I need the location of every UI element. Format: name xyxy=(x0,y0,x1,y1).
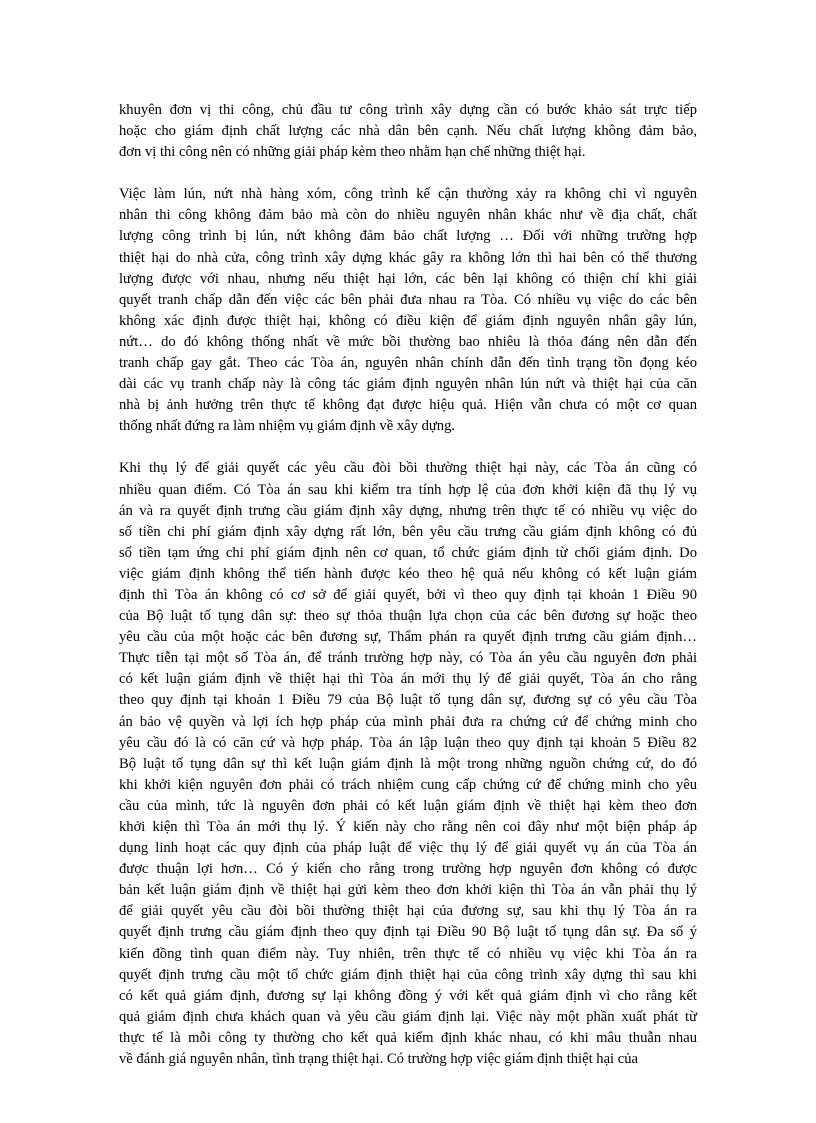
text-line: thực tế là mỗi công ty thường cho kết quả kiểm định khác nhau, có khi mâu thuẫn nhau xyxy=(119,1029,697,1046)
text-line: khuyên đơn vị thi công, chủ đầu tư công trình xây dựng cần có bước khảo sát trực tiếp xyxy=(119,102,697,118)
paragraph xyxy=(119,184,697,437)
text-line: Thực tiễn tại một số Tòa án, để tránh trường hợp này, có Tòa án yêu cầu nguyên đơn phải xyxy=(119,650,697,667)
text-line: án và ra quyết định trưng cầu giám định xây dựng, nhưng trên thực tế có nhiều vụ việc do xyxy=(119,502,697,519)
text-line: về đánh giá nguyên nhân, tình trạng thiệt hại. Có trường hợp việc giám định thiệt hại của xyxy=(119,1051,639,1068)
text-line: hoặc cho giám định chất lượng các nhà dân bên cạnh. Nếu chất lượng không đảm bảo, xyxy=(119,123,697,140)
document-body xyxy=(119,100,697,1091)
text-line: Việc làm lún, nứt nhà hàng xóm, công trình kế cận thường xảy ra không chỉ vì nguyên xyxy=(119,186,697,203)
paragraph xyxy=(119,458,697,1070)
text-line: tranh chấp gay gắt. Theo các Tòa án, nguyên nhân chính dẫn đến tình trạng tồn đọng kéo xyxy=(119,355,697,372)
text-line: nhiều quan điểm. Có Tòa án sau khi kiểm tra tính hợp lệ của đơn khởi kiện đã thụ lý vụ xyxy=(119,481,697,498)
text-line: lượng công trình bị lún, nứt không đảm bảo chất lượng … Đối với những trường hợp xyxy=(119,228,697,245)
text-line: quyết định trưng cầu giám định theo quy định tại Điều 90 Bộ luật tố tụng dân sự. Đa số ý xyxy=(119,924,697,941)
text-line: bản kết luận giám định về thiệt hại gửi kèm theo đơn khởi kiện thì Tòa án vẫn phải thụ lý xyxy=(119,882,697,899)
text-line: lượng được với nhau, nhưng nếu thiệt hại lớn, các bên lại không có thiện chí khi giải xyxy=(119,270,697,287)
text-line: để giải quyết yêu cầu đòi bồi thường thiệt hại của đương sự, sau khi thụ lý Tòa án ra xyxy=(119,903,697,920)
text-line: yêu cầu của một hoặc các bên đương sự, Thẩm phán ra quyết định trưng cầu giám định… xyxy=(119,629,697,646)
text-line: yêu cầu đó là có căn cứ và hợp pháp. Tòa án lập luận theo quy định tại khoản 5 Điều 82 xyxy=(119,734,697,751)
text-line: không xác định được thiệt hại, không có điều kiện để giám định nguyên nhân gây lún, xyxy=(119,312,697,329)
text-line: Bộ luật tố tụng dân sự thì kết luận giám định là một trong những nguồn chứng cứ, do đó xyxy=(119,755,697,772)
text-line: cầu của mình, tức là nguyên đơn phải có kết luận giám định về thiệt hại kèm theo đơn xyxy=(119,797,697,814)
text-line: khi khởi kiện nguyên đơn phải có trách nhiệm cung cấp chứng cứ để chứng minh cho yêu xyxy=(119,776,697,793)
text-line: được thuận lợi hơn… Có ý kiến cho rằng trong trường hợp nguyên đơn không có được xyxy=(119,861,697,878)
text-line: Khi thụ lý để giải quyết các yêu cầu đòi bồi thường thiệt hại này, các Tòa án cũng có xyxy=(119,460,697,477)
text-line: dụng linh hoạt các quy định của pháp luật để việc thụ lý để giải quyết vụ án của Tòa án xyxy=(119,840,697,857)
text-line: theo quy định tại khoản 1 Điều 79 của Bộ luật tố tụng dân sự, đương sự có yêu cầu Tòa xyxy=(119,692,697,709)
text-line: số tiền tạm ứng chi phí giám định nên cơ quan, tổ chức giám định từ chối giám định. Do xyxy=(119,544,697,561)
text-line: dài các vụ tranh chấp này là công tác giám định nguyên nhân lún nứt và thiệt hại của căn xyxy=(119,376,697,393)
text-line: quyết định trưng cầu một tổ chức giám định thiệt hại của công trình xây dựng thì sau khi xyxy=(119,966,697,983)
text-line: nứt… do đó không thống nhất về mức bồi thường bao nhiêu là thỏa đáng nên dẫn đến xyxy=(119,333,697,350)
text-line: quyết tranh chấp dẫn đến việc các bên phải đưa nhau ra Tòa. Có nhiều vụ việc do các bên xyxy=(119,291,697,308)
paragraph xyxy=(119,100,697,163)
text-line: có kết quả giám định, đương sự lại không đồng ý với kết quả giám định vì cho rằng kết xyxy=(119,987,697,1004)
text-line: nhân thi công không đảm bảo mà còn do nhiều nguyên nhân khác như về địa chất, chất xyxy=(119,207,697,224)
text-line: nhà bị ảnh hưởng trên thực tế không đạt được hiệu quả. Hiện vẫn chưa có một cơ quan xyxy=(119,397,697,414)
text-line: thống nhất đứng ra làm nhiệm vụ giám định về xây dựng. xyxy=(119,418,456,435)
text-line: số tiền chi phí giám định xây dựng rất lớn, bên yêu cầu trưng cầu giám định không có đủ xyxy=(119,523,697,540)
text-line: án bảo vệ quyền và lợi ích hợp pháp của mình phải đưa ra chứng cứ để chứng minh cho xyxy=(119,713,697,730)
text-line: khởi kiện thì Tòa án mới thụ lý. Ý kiến này cho rằng nên coi đây như một biện pháp áp xyxy=(119,819,697,835)
text-line: của Bộ luật tố tụng dân sự: theo sự thỏa thuận lựa chọn của các bên đương sự hoặc theo xyxy=(119,608,697,625)
text-line: thiệt hại do nhà cửa, công trình xây dựng khác gây ra không lớn thì hai bên có thể thương xyxy=(119,249,697,266)
text-line: việc giám định không thể tiến hành được kéo theo hệ quả nếu không có kết luận giám xyxy=(119,565,697,582)
text-line: có kết luận giám định về thiệt hại thì Tòa án mới thụ lý để giải quyết, Tòa án cho rằng xyxy=(119,671,697,688)
text-line: định thì Tòa án không có cơ sở để giải quyết, bởi vì theo quy định tại khoản 1 Điều 90 xyxy=(119,586,697,603)
text-line: quả giám định chưa khách quan và yêu cầu giám định lại. Việc này một phần xuất phát từ xyxy=(119,1008,697,1025)
text-line: kiến đồng tình quan điểm này. Tuy nhiên, trên thực tế có nhiều vụ việc khi Tòa án ra xyxy=(119,945,697,962)
text-line: đơn vị thi công nên có những giải pháp kèm theo nhằm hạn chế những thiệt hại. xyxy=(119,144,586,161)
